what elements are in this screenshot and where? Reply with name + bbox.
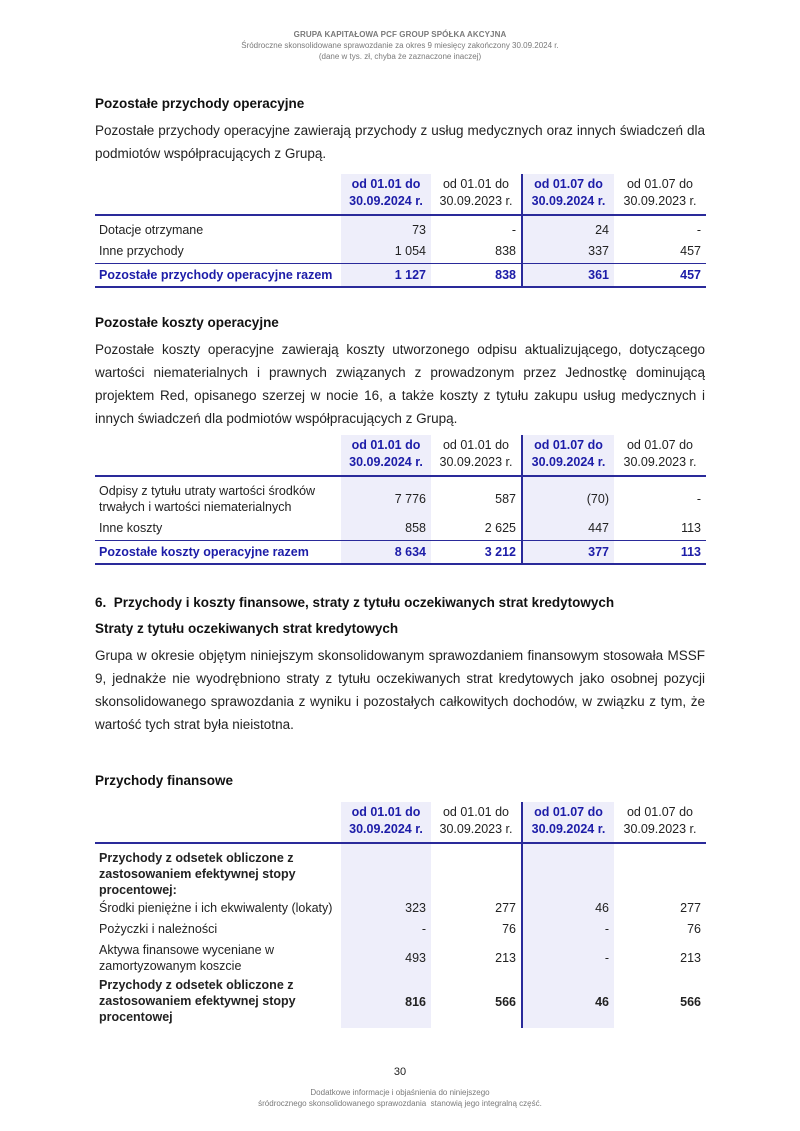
table-total-row: Pozostałe koszty operacyjne razem 8 634 3 212 377 113	[95, 541, 706, 565]
table-row: Inne przychody 1 054 838 337 457	[95, 239, 706, 264]
section-title: Pozostałe koszty operacyjne	[95, 315, 279, 330]
other-operating-income-table	[95, 174, 706, 288]
section-title: Pozostałe przychody operacyjne	[95, 96, 305, 111]
table-header-row	[95, 802, 706, 843]
column-header: od 01.01 do 30.09.2024 r.	[341, 802, 431, 843]
other-operating-costs-table	[95, 435, 706, 565]
footer-line: śródrocznego skonsolidowanego sprawozdania stanowią jego integralną część.	[258, 1099, 542, 1108]
table-group-row: Przychody z odsetek obliczone z zastosowaniem efektywnej stopy procentowej:	[95, 843, 706, 899]
section-subtitle: Straty z tytułu oczekiwanych strat kredytowych	[95, 621, 399, 636]
table-row: Pożyczki i należności - 76 - 76	[95, 917, 706, 941]
column-header: od 01.01 do 30.09.2023 r.	[431, 174, 522, 215]
company-name: GRUPA KAPITAŁOWA PCF GROUP SPÓŁKA AKCYJNA	[293, 30, 507, 39]
section-text: Pozostałe koszty operacyjne zawierają koszty utworzonego odpisu aktualizującego, dotyczącego wartości niematerialnych i prawnych związanych z prowadzonym przez Jednostkę dominującą projektem Red, opisanego szerzej w nocie 16, a także koszty z tytułu zakupu usług medycznych i innych świadczeń dla podmiotów współpracujących z Grupą.	[95, 342, 705, 426]
column-header: od 01.01 do 30.09.2024 r.	[341, 435, 431, 476]
column-header: od 01.07 do 30.09.2024 r.	[522, 802, 614, 843]
column-header: od 01.07 do 30.09.2024 r.	[522, 174, 614, 215]
column-header: od 01.07 do 30.09.2023 r.	[614, 802, 706, 843]
section-text: Pozostałe przychody operacyjne zawierają przychody z usług medycznych oraz innych świadczeń dla podmiotów współpracujących z Grupą.	[95, 123, 705, 161]
table-row: Aktywa finansowe wyceniane w zamortyzowanym koszcie 493 213 - 213	[99, 943, 701, 973]
column-header: od 01.07 do 30.09.2023 r.	[614, 174, 706, 215]
section-text: Grupa w okresie objętym niniejszym skonsolidowanym sprawozdaniem finansowym stosowała MSSF 9, jednakże nie wyodrębniono straty z tytułu oczekiwanych strat kredytowych jako osobnej pozycji skonsolidowanego sprawozdania z wyniku i pozostałych całkowitych dochodów, w związku z tym, że wartość tych strat była nieistotna.	[95, 648, 705, 732]
section-financial-income	[95, 773, 705, 788]
section-other-operating-income	[95, 96, 705, 165]
column-header: od 01.01 do 30.09.2024 r.	[341, 174, 431, 215]
table-total-row: Pozostałe przychody operacyjne razem 1 127 838 361 457	[95, 264, 706, 288]
section-other-operating-costs	[95, 315, 705, 430]
column-header: od 01.01 do 30.09.2023 r.	[431, 802, 522, 843]
table-subtotal-row: Przychody z odsetek obliczone z zastosowaniem efektywnej stopy procentowej 816 566 46 566	[95, 975, 706, 1028]
table-header-row	[95, 435, 706, 476]
financial-income-table	[95, 802, 706, 1028]
column-header: od 01.07 do 30.09.2023 r.	[614, 435, 706, 476]
table-row: Środki pieniężne i ich ekwiwalenty (lokaty) 323 277 46 277	[99, 901, 701, 915]
table-row: Dotacje otrzymane 73 - 24 -	[95, 215, 706, 239]
section-title: Przychody finansowe	[95, 773, 234, 788]
document-header	[0, 29, 800, 62]
column-header: od 01.01 do 30.09.2023 r.	[431, 435, 522, 476]
table-row: Odpisy z tytułu utraty wartości środków trwałych i wartości niematerialnych 7 776 587 (70) -	[95, 476, 706, 516]
column-header: od 01.07 do 30.09.2024 r.	[522, 435, 614, 476]
units-note: (dane w tys. zł, chyba że zaznaczone inaczej)	[318, 52, 482, 61]
footer-line: Dodatkowe informacje i objaśnienia do niniejszego	[310, 1088, 490, 1097]
table-row: Inne koszty 858 2 625 447 113	[95, 516, 706, 541]
section-financial-income-costs	[95, 595, 705, 736]
page-number: 30	[393, 1066, 407, 1078]
numbered-heading: 6. Przychody i koszty finansowe, straty z tytułu oczekiwanych strat kredytowych	[95, 595, 615, 610]
table-header-row	[95, 174, 706, 215]
report-title: Śródroczne skonsolidowane sprawozdanie za okres 9 miesięcy zakończony 30.09.2024 r.	[241, 41, 559, 50]
document-footer	[0, 1087, 800, 1109]
